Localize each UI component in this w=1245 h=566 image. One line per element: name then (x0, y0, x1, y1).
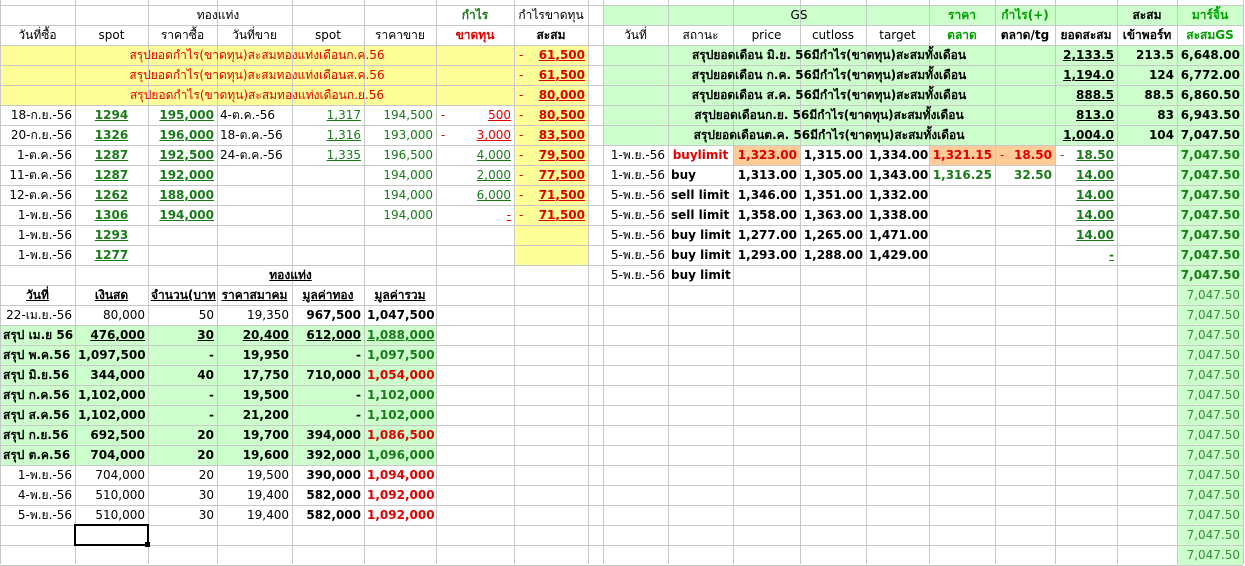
sign-marker: - (519, 208, 524, 222)
profit-loss[interactable]: - (506, 208, 511, 222)
gs-market-tg[interactable]: 18.50 (1014, 148, 1052, 162)
cumulative-value[interactable] (514, 245, 588, 265)
gold-qty[interactable]: 30 (197, 328, 214, 342)
gs-total-cum[interactable] (1055, 265, 1117, 285)
sign-marker: - (441, 128, 446, 142)
gs-status[interactable]: sell limit (671, 208, 730, 222)
buy-spot[interactable]: 1277 (94, 248, 129, 262)
buy-spot[interactable]: 1293 (94, 228, 129, 242)
gs-summary-cum[interactable]: 6,648.00 (1180, 48, 1240, 62)
sell-spot[interactable] (292, 205, 364, 225)
profit-loss[interactable]: 500 (488, 108, 511, 122)
gs-target[interactable]: 1,429.00 (869, 248, 929, 262)
gs-price[interactable]: 1,293.00 (737, 248, 797, 262)
gs-total-cum[interactable]: 14.00 (1076, 188, 1114, 202)
gs-market-tg[interactable] (995, 225, 1055, 245)
gs-cutloss[interactable]: 1,305.00 (803, 168, 863, 182)
gs-cum-value[interactable]: 7,047.50 (1180, 248, 1240, 262)
gs-date[interactable]: 1-พ.ย.-56 (610, 168, 665, 182)
gs-tail-value[interactable]: 7,047.50 (1186, 528, 1240, 542)
sell-date[interactable]: 4-ต.ค.-56 (220, 108, 276, 122)
gs-date[interactable]: 5-พ.ย.-56 (610, 268, 665, 282)
gs-port[interactable] (1117, 225, 1177, 245)
cumulative-value[interactable]: 71,500 (538, 188, 585, 202)
buy-price[interactable]: 195,000 (159, 108, 214, 122)
cash-value[interactable]: 692,500 (90, 428, 145, 442)
cash-date[interactable]: สรุป ต.ค.56 (3, 448, 71, 462)
buy-date[interactable]: 1-พ.ย.-56 (17, 228, 72, 242)
total-value[interactable]: 1,102,000 (367, 408, 435, 422)
profit-loss[interactable] (436, 225, 514, 245)
buy-spot[interactable]: 1287 (94, 148, 129, 162)
gs-market-tg[interactable] (995, 205, 1055, 225)
header-cumulative[interactable]: สะสม (1132, 8, 1162, 22)
gs-total-cum[interactable]: 14.00 (1076, 208, 1114, 222)
cash-date[interactable]: สรุป พ.ค.56 (3, 348, 71, 362)
cash-date[interactable]: 5-พ.ย.-56 (17, 508, 72, 522)
cumulative-value[interactable]: 83,500 (538, 128, 585, 142)
summary-label[interactable]: สรุปยอดกำไร(ขาดทุน)สะสมทองแท่งเดือนส.ค.56 (129, 68, 385, 82)
sell-price[interactable]: 193,000 (383, 128, 433, 142)
buy-price[interactable]: 194,000 (159, 208, 214, 222)
gold-value[interactable]: 390,000 (306, 468, 361, 482)
buy-price[interactable] (148, 225, 217, 245)
gs-total-cum[interactable]: - (1109, 248, 1114, 262)
gs-cutloss[interactable]: 1,363.00 (803, 208, 863, 222)
column-header[interactable]: เข้าพอร์ท (1122, 28, 1172, 42)
gs-summary-total[interactable]: 888.5 (1076, 88, 1114, 102)
sell-date[interactable] (217, 225, 292, 245)
gs-port[interactable] (1117, 185, 1177, 205)
cumulative-value[interactable]: 80,500 (538, 108, 585, 122)
assoc-price[interactable]: 21,200 (242, 408, 289, 422)
gold-value[interactable]: - (356, 408, 361, 422)
total-value[interactable]: 1,054,000 (367, 368, 435, 382)
summary-value[interactable]: 61,500 (538, 48, 585, 62)
gs-market[interactable] (929, 205, 995, 225)
column-header[interactable]: มูลค่ารวม (374, 288, 426, 302)
gs-summary-label[interactable]: สรุปยอดเดือนต.ค. 56มีกำไร(ขาดทุน)สะสมทั้งเดือน (693, 128, 965, 142)
total-value[interactable]: 1,088,000 (367, 328, 435, 342)
total-value[interactable]: 1,047,500 (367, 308, 435, 322)
buy-spot[interactable]: 1262 (94, 188, 129, 202)
assoc-price[interactable]: 19,600 (242, 448, 289, 462)
gold-qty[interactable]: 20 (197, 448, 214, 462)
gs-cum-value[interactable]: 7,047.50 (1180, 168, 1240, 182)
cash-value[interactable]: 704,000 (95, 468, 145, 482)
gs-tail-value[interactable]: 7,047.50 (1186, 408, 1240, 422)
gold-value[interactable]: 612,000 (306, 328, 361, 342)
column-header[interactable]: spot (98, 28, 125, 42)
gs-tail-value[interactable]: 7,047.50 (1186, 288, 1240, 302)
gs-summary-port[interactable]: 88.5 (1144, 88, 1174, 102)
cash-date[interactable]: สรุป ก.ค.56 (3, 388, 70, 402)
sell-spot[interactable] (292, 245, 364, 265)
column-header[interactable]: มูลค่าทอง (302, 288, 354, 302)
sell-date[interactable] (217, 245, 292, 265)
gold-value[interactable]: 710,000 (306, 368, 361, 382)
gs-summary-label[interactable]: สรุปยอดเดือน ส.ค. 56มีกำไร(ขาดทุน)สะสมทั้งเดือน (691, 88, 967, 102)
sign-marker: - (519, 108, 524, 122)
assoc-price[interactable]: 19,500 (242, 388, 289, 402)
total-value[interactable]: 1,097,500 (367, 348, 435, 362)
buy-price[interactable]: 192,500 (159, 148, 214, 162)
gs-market-tg[interactable] (995, 265, 1055, 285)
gs-summary-port[interactable]: 213.5 (1136, 48, 1174, 62)
cumulative-value[interactable] (514, 225, 588, 245)
gs-summary-total[interactable]: 1,004.0 (1063, 128, 1114, 142)
profit-loss[interactable]: 4,000 (476, 148, 511, 162)
gs-market-tg[interactable] (995, 185, 1055, 205)
gs-port[interactable] (1117, 145, 1177, 165)
gs-cutloss[interactable] (800, 265, 866, 285)
sign-marker: - (1060, 148, 1065, 162)
sign-marker: - (519, 168, 524, 182)
profit-loss[interactable]: 3,000 (476, 128, 511, 142)
gs-port[interactable] (1117, 265, 1177, 285)
buy-spot[interactable]: 1306 (94, 208, 129, 222)
cash-value[interactable]: 1,102,000 (78, 388, 146, 402)
gs-summary-total[interactable]: 813.0 (1076, 108, 1114, 122)
gs-tail-value[interactable]: 7,047.50 (1186, 488, 1240, 502)
gs-cutloss[interactable]: 1,315.00 (803, 148, 863, 162)
buy-spot[interactable]: 1326 (94, 128, 129, 142)
column-header[interactable]: วันที่ซื้อ (18, 28, 57, 42)
grid-line (1243, 0, 1244, 564)
gold-qty[interactable]: 30 (198, 488, 214, 502)
sign-marker: - (519, 48, 524, 62)
gold-value[interactable]: - (356, 348, 361, 362)
grid-line (0, 545, 1243, 546)
header-price-label[interactable]: ราคา (948, 8, 976, 22)
cash-value[interactable]: 510,000 (95, 488, 145, 502)
assoc-price[interactable]: 19,400 (247, 488, 289, 502)
cash-table-title[interactable]: ทองแท่ง (269, 268, 312, 282)
gs-summary-label[interactable]: สรุปยอดเดือน มิ.ย. 56มีกำไร(ขาดทุน)สะสมทั้งเดือน (691, 48, 967, 62)
total-value[interactable]: 1,096,000 (367, 448, 435, 462)
header-gold-bar[interactable]: ทองแท่ง (196, 8, 240, 22)
sign-marker: - (1000, 148, 1005, 162)
gs-tail-value[interactable]: 7,047.50 (1186, 468, 1240, 482)
gs-summary-port[interactable]: 83 (1157, 108, 1174, 122)
header-margin[interactable]: มาร์จิ้น (1191, 8, 1229, 22)
gold-qty[interactable]: 30 (198, 508, 214, 522)
gs-status[interactable]: buy (671, 168, 696, 182)
profit-loss[interactable] (436, 245, 514, 265)
sign-marker: - (519, 88, 524, 102)
gs-market-tg[interactable] (995, 245, 1055, 265)
gs-market[interactable]: 1,316.25 (932, 168, 992, 182)
sign-marker: - (519, 148, 524, 162)
gold-qty[interactable]: 40 (197, 368, 214, 382)
sign-marker: - (519, 188, 524, 202)
gs-target[interactable]: 1,332.00 (869, 188, 929, 202)
sell-date[interactable] (217, 165, 292, 185)
sell-date[interactable] (217, 185, 292, 205)
gold-value[interactable]: 392,000 (306, 448, 361, 462)
gs-summary-total[interactable]: 2,133.5 (1063, 48, 1114, 62)
gs-summary-port[interactable]: 124 (1148, 68, 1174, 82)
column-header[interactable]: สถานะ (682, 28, 719, 42)
column-header[interactable]: สะสมGS (1186, 28, 1234, 42)
column-header[interactable]: วันที่ขาย (232, 28, 277, 42)
gs-tail-value[interactable]: 7,047.50 (1186, 548, 1240, 562)
cash-date[interactable]: 1-พ.ย.-56 (17, 468, 72, 482)
gs-price[interactable]: 1,277.00 (737, 228, 797, 242)
column-header[interactable]: target (879, 28, 916, 42)
buy-price[interactable]: 192,000 (159, 168, 214, 182)
gs-tail-value[interactable]: 7,047.50 (1186, 428, 1240, 442)
sell-spot[interactable] (292, 185, 364, 205)
gs-tail-value[interactable]: 7,047.50 (1186, 448, 1240, 462)
column-header[interactable]: ราคาซื้อ (160, 28, 205, 42)
column-header[interactable]: วันที่ (26, 288, 49, 302)
gs-status[interactable]: buy limit (671, 228, 731, 242)
gs-target[interactable] (866, 265, 929, 285)
gs-date[interactable]: 5-พ.ย.-56 (610, 228, 665, 242)
cash-date[interactable]: สรุป เม.ย 56 (3, 328, 74, 342)
sell-price[interactable] (364, 245, 436, 265)
column-header[interactable]: วันที่ (624, 28, 647, 42)
gs-market[interactable]: 1,321.15 (932, 148, 992, 162)
gs-target[interactable]: 1,338.00 (869, 208, 929, 222)
gs-price[interactable]: 1,323.00 (737, 148, 797, 162)
gs-price[interactable]: 1,346.00 (737, 188, 797, 202)
selected-cell[interactable] (74, 524, 149, 546)
buy-date[interactable]: 11-ต.ค.-56 (9, 168, 72, 182)
profit-loss[interactable]: 6,000 (476, 188, 511, 202)
gs-status[interactable]: buylimit (672, 148, 729, 162)
column-header[interactable]: สะสม (536, 28, 566, 42)
cash-value[interactable]: 476,000 (90, 328, 145, 342)
cash-date[interactable]: 22-เม.ย.-56 (6, 308, 72, 322)
gs-target[interactable]: 1,343.00 (869, 168, 929, 182)
gs-cutloss[interactable]: 1,288.00 (803, 248, 863, 262)
buy-spot[interactable]: 1294 (94, 108, 129, 122)
profit-loss[interactable]: 2,000 (476, 168, 511, 182)
gold-qty[interactable]: 20 (197, 428, 214, 442)
cash-value[interactable]: 704,000 (90, 448, 145, 462)
gs-summary-label[interactable]: สรุปยอดเดือน ก.ค. 56มีกำไร(ขาดทุน)สะสมทั้งเดือน (691, 68, 967, 82)
gs-total-cum[interactable]: 14.00 (1076, 168, 1114, 182)
total-value[interactable]: 1,094,000 (367, 468, 435, 482)
gs-cum-value[interactable]: 7,047.50 (1180, 268, 1240, 282)
cash-value[interactable]: 80,000 (103, 308, 145, 322)
cumulative-value[interactable]: 79,500 (538, 148, 585, 162)
gs-market[interactable] (929, 245, 995, 265)
gs-price[interactable] (733, 265, 800, 285)
assoc-price[interactable]: 19,350 (247, 308, 289, 322)
sell-spot[interactable]: 1,317 (326, 108, 361, 122)
gs-date[interactable]: 5-พ.ย.-56 (610, 208, 665, 222)
gs-target[interactable]: 1,471.00 (869, 228, 929, 242)
assoc-price[interactable]: 19,950 (242, 348, 289, 362)
buy-date[interactable]: 12-ต.ค.-56 (9, 188, 72, 202)
sell-price[interactable]: 194,000 (383, 168, 433, 182)
gs-port[interactable] (1117, 165, 1177, 185)
assoc-price[interactable]: 20,400 (242, 328, 289, 342)
gold-qty[interactable]: - (209, 408, 214, 422)
sign-marker: - (519, 128, 524, 142)
sign-marker: - (519, 68, 524, 82)
cumulative-value[interactable]: 71,500 (538, 208, 585, 222)
cash-date[interactable]: สรุป ส.ค.56 (3, 408, 70, 422)
gs-date[interactable]: 5-พ.ย.-56 (610, 248, 665, 262)
assoc-price[interactable]: 19,500 (247, 468, 289, 482)
buy-date[interactable]: 1-พ.ย.-56 (17, 208, 72, 222)
summary-label[interactable]: สรุปยอดกำไร(ขาดทุน)สะสมทองแท่งเดือนก.ย.56 (129, 88, 385, 102)
cash-date[interactable]: 4-พ.ย.-56 (17, 488, 72, 502)
buy-price[interactable]: 196,000 (159, 128, 214, 142)
cash-date[interactable]: สรุป มิ.ย.56 (3, 368, 70, 382)
sell-spot[interactable]: 1,335 (326, 148, 361, 162)
gold-value[interactable]: 394,000 (306, 428, 361, 442)
grid-line (588, 0, 589, 564)
gs-port[interactable] (1117, 205, 1177, 225)
assoc-price[interactable]: 19,700 (242, 428, 289, 442)
gs-tail-value[interactable]: 7,047.50 (1186, 368, 1240, 382)
column-header[interactable]: จำนวน(บาท (151, 288, 216, 302)
sell-date[interactable]: 24-ต.ค.-56 (220, 148, 283, 162)
gold-qty[interactable]: 20 (198, 468, 214, 482)
column-header[interactable]: cutloss (811, 28, 855, 42)
gs-tail-value[interactable]: 7,047.50 (1186, 508, 1240, 522)
cash-value[interactable]: 344,000 (90, 368, 145, 382)
sell-price[interactable]: 194,000 (383, 208, 433, 222)
gold-qty[interactable]: - (209, 348, 214, 362)
gs-summary-cum[interactable]: 7,047.50 (1180, 128, 1240, 142)
column-header[interactable]: ตลาด (947, 28, 977, 42)
gs-summary-label[interactable]: สรุปยอดเดือนก.ย. 56มีกำไร(ขาดทุน)สะสมทั้งเดือน (694, 108, 964, 122)
gs-tail-value[interactable]: 7,047.50 (1186, 328, 1240, 342)
gs-summary-cum[interactable]: 6,943.50 (1180, 108, 1240, 122)
sell-date[interactable]: 18-ต.ค.-56 (220, 128, 283, 142)
assoc-price[interactable]: 19,400 (247, 508, 289, 522)
gs-tail-value[interactable]: 7,047.50 (1186, 388, 1240, 402)
sell-spot[interactable]: 1,316 (326, 128, 361, 142)
column-header[interactable]: ขาดทุน (455, 28, 495, 42)
gs-status[interactable]: buy limit (671, 248, 731, 262)
gs-cum-value[interactable]: 7,047.50 (1180, 208, 1240, 222)
gs-summary-port[interactable]: 104 (1148, 128, 1174, 142)
gs-price[interactable]: 1,313.00 (737, 168, 797, 182)
column-header[interactable]: ราคาสมาคม (221, 288, 288, 302)
total-value[interactable]: 1,102,000 (367, 388, 435, 402)
buy-date[interactable]: 1-พ.ย.-56 (17, 248, 72, 262)
header-gs[interactable]: GS (790, 8, 808, 22)
gs-cum-value[interactable]: 7,047.50 (1180, 188, 1240, 202)
column-header[interactable]: ยอดสะสม (1060, 28, 1112, 42)
gs-summary-total[interactable]: 1,194.0 (1063, 68, 1114, 82)
column-header[interactable]: spot (315, 28, 341, 42)
buy-price[interactable] (148, 245, 217, 265)
header-profit-loss[interactable]: กำไรขาดทุน (518, 8, 584, 22)
summary-value[interactable]: 61,500 (538, 68, 585, 82)
column-header[interactable]: ราคาขาย (375, 28, 425, 42)
buy-date[interactable]: 1-ต.ค.-56 (16, 148, 72, 162)
gold-value[interactable]: 582,000 (306, 488, 361, 502)
fill-handle[interactable] (145, 542, 150, 547)
grid-line (0, 525, 1243, 526)
gs-summary-cum[interactable]: 6,860.50 (1180, 88, 1240, 102)
sell-price[interactable]: 194,000 (383, 188, 433, 202)
column-header[interactable]: เงินสด (94, 288, 129, 302)
gs-status[interactable]: sell limit (671, 188, 730, 202)
gs-market[interactable] (929, 185, 995, 205)
gold-qty[interactable]: 50 (198, 308, 214, 322)
gs-market[interactable] (929, 225, 995, 245)
total-value[interactable]: 1,086,500 (367, 428, 435, 442)
gold-value[interactable]: - (356, 388, 361, 402)
gold-value[interactable]: 582,000 (306, 508, 361, 522)
buy-date[interactable]: 20-ก.ย.-56 (10, 128, 72, 142)
sell-date[interactable] (217, 205, 292, 225)
gs-total-cum[interactable]: 14.00 (1076, 228, 1114, 242)
cumulative-value[interactable]: 77,500 (538, 168, 585, 182)
gs-status[interactable]: buy limit (671, 268, 731, 282)
assoc-price[interactable]: 17,750 (242, 368, 289, 382)
sell-price[interactable]: 196,500 (383, 148, 433, 162)
sell-spot[interactable] (292, 165, 364, 185)
cash-value[interactable]: 1,097,500 (78, 348, 146, 362)
column-header[interactable]: price (751, 28, 782, 42)
gs-summary-cum[interactable]: 6,772.00 (1180, 68, 1240, 82)
buy-spot[interactable]: 1287 (94, 168, 129, 182)
gs-port[interactable] (1117, 245, 1177, 265)
summary-value[interactable]: 80,000 (538, 88, 585, 102)
header-profit[interactable]: กำไร (461, 8, 489, 22)
gs-target[interactable]: 1,334.00 (869, 148, 929, 162)
gs-tail-value[interactable]: 7,047.50 (1186, 308, 1240, 322)
buy-price[interactable]: 188,000 (159, 188, 214, 202)
gs-price[interactable]: 1,358.00 (737, 208, 797, 222)
header-profit-plus[interactable]: กำไร(+) (1001, 8, 1049, 22)
sell-spot[interactable] (292, 225, 364, 245)
gs-market-tg[interactable]: 32.50 (1014, 168, 1052, 182)
sell-price[interactable]: 194,500 (383, 108, 433, 122)
total-value[interactable]: 1,092,000 (367, 488, 435, 502)
cash-value[interactable]: 1,102,000 (78, 408, 146, 422)
gold-value[interactable]: 967,500 (306, 308, 361, 322)
cash-date[interactable]: สรุป ก.ย.56 (3, 428, 69, 442)
cash-value[interactable]: 510,000 (95, 508, 145, 522)
gs-date[interactable]: 1-พ.ย.-56 (610, 148, 665, 162)
gs-cutloss[interactable]: 1,265.00 (803, 228, 863, 242)
total-value[interactable]: 1,092,000 (367, 508, 435, 522)
gold-qty[interactable]: - (209, 388, 214, 402)
gs-total-cum[interactable]: 18.50 (1076, 148, 1114, 162)
gs-cutloss[interactable]: 1,351.00 (803, 188, 863, 202)
gs-cum-value[interactable]: 7,047.50 (1180, 148, 1240, 162)
column-header[interactable]: ตลาด/tg (1000, 28, 1050, 42)
gs-cum-value[interactable]: 7,047.50 (1180, 228, 1240, 242)
gs-date[interactable]: 5-พ.ย.-56 (610, 188, 665, 202)
gs-market[interactable] (929, 265, 995, 285)
buy-date[interactable]: 18-ก.ย.-56 (10, 108, 72, 122)
sign-marker: - (441, 108, 446, 122)
sell-price[interactable] (364, 225, 436, 245)
summary-label[interactable]: สรุปยอดกำไร(ขาดทุน)สะสมทองแท่งเดือนก.ค.56 (129, 48, 385, 62)
gs-tail-value[interactable]: 7,047.50 (1186, 348, 1240, 362)
